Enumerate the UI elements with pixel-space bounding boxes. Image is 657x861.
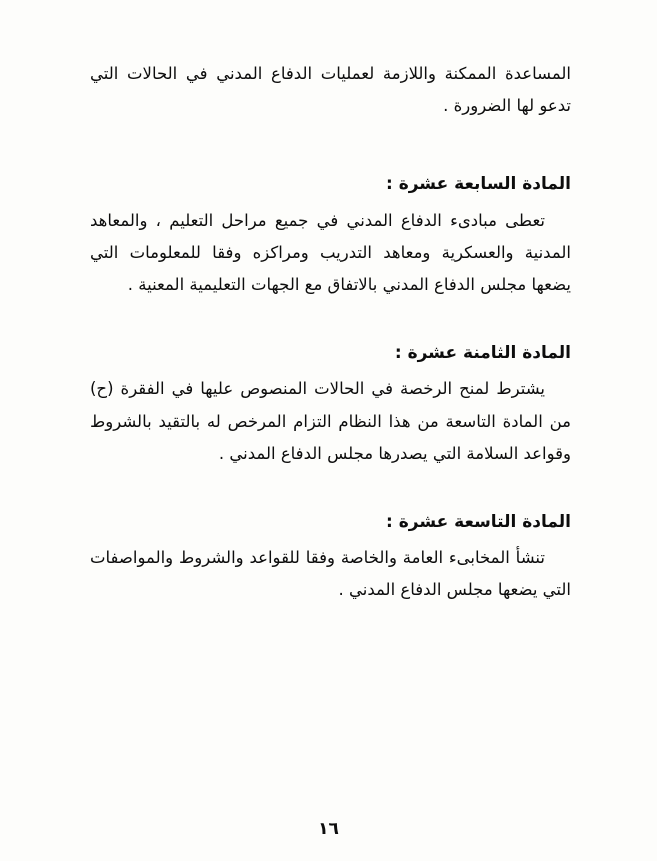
article-seventeen <box>90 168 571 301</box>
continuation-paragraph: المساعدة الممكنة واللازمة لعمليات الدفاع المدني في الحالات التي تدعو لها الضرورة . <box>90 64 571 116</box>
article-nineteen <box>90 506 571 607</box>
article-body: يشترط لمنح الرخصة في الحالات المنصوص عليها في الفقرة (ح) من المادة التاسعة من هذا النظام التزام المرخص له بالتقيد بالشروط وقواعد السلامة التي يصدرها مجلس الدفاع المدني . <box>90 379 571 463</box>
article-body: تنشأ المخابىء العامة والخاصة وفقا للقواعد والشروط والمواصفات التي يضعها مجلس الدفاع المدني . <box>90 548 571 600</box>
article-eighteen <box>90 337 571 470</box>
article-title: المادة السابعة عشرة : <box>385 174 571 195</box>
article-title: المادة التاسعة عشرة : <box>386 511 571 532</box>
page-number: ١٦ <box>318 819 339 839</box>
article-title: المادة الثامنة عشرة : <box>394 343 571 364</box>
article-body: تعطى مبادىء الدفاع المدني في جميع مراحل التعليم ، والمعاهد المدنية والعسكرية ومعاهد التدريب ومراكزه وفقا للمعلومات التي يضعها مجلس الدفاع المدني بالاتفاق مع الجهات التعليمية المعنية . <box>90 210 571 294</box>
